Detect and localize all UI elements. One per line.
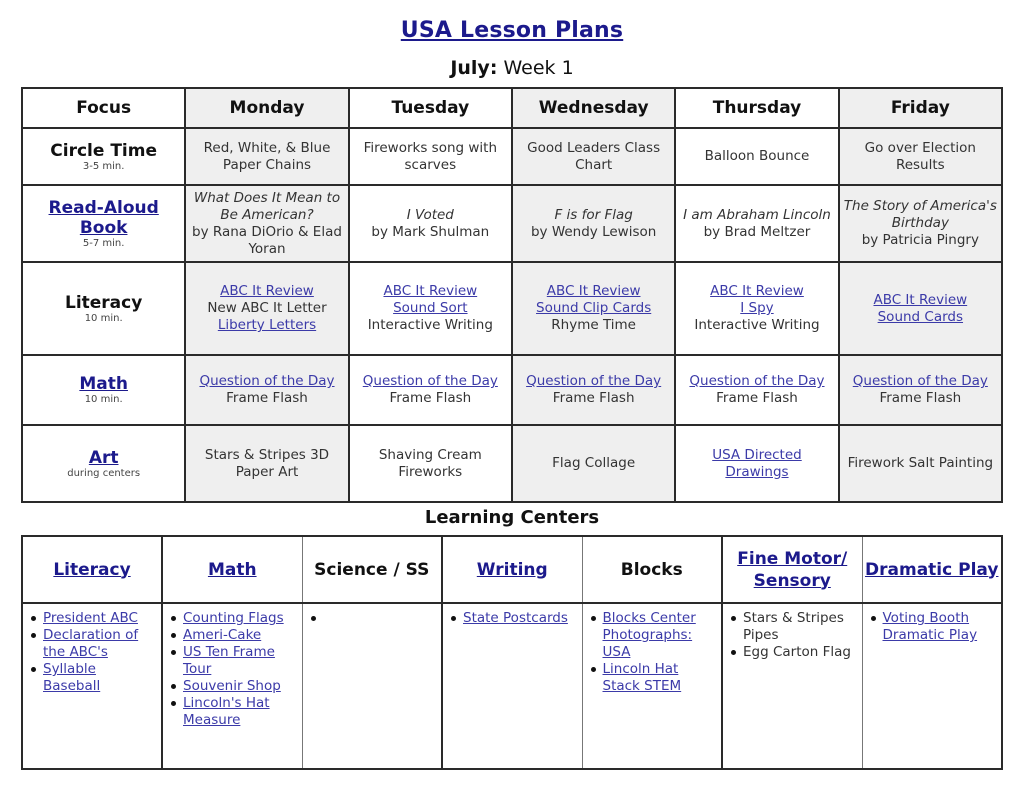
center-items-cell bbox=[862, 603, 1002, 769]
activity-text: Balloon Bounce bbox=[704, 148, 810, 164]
centers-header-row bbox=[22, 536, 1002, 603]
activity-text: Frame Flash bbox=[716, 390, 798, 406]
center-activity-link[interactable]: Syllable Baseball bbox=[43, 661, 101, 694]
week-label: Week 1 bbox=[503, 57, 574, 79]
center-item-list bbox=[451, 610, 578, 627]
focus-label: Literacy bbox=[64, 292, 143, 313]
center-header bbox=[302, 536, 442, 603]
center-activity-link[interactable]: Lincoln's Hat Measure bbox=[183, 695, 270, 728]
center-list-item bbox=[171, 695, 298, 729]
activity-link[interactable]: Question of the Day bbox=[852, 373, 988, 389]
activity-link[interactable]: Question of the Day bbox=[689, 373, 825, 389]
center-name: Science / SS bbox=[314, 559, 430, 580]
center-list-item bbox=[31, 627, 157, 661]
center-activity-link[interactable]: President ABC bbox=[43, 610, 138, 626]
activity-text: by Rana DiOrio & Elad Yoran bbox=[192, 223, 342, 257]
center-header bbox=[442, 536, 582, 603]
activity-text: Frame Flash bbox=[389, 390, 472, 406]
activity-cell bbox=[512, 185, 675, 262]
activity-text: Interactive Writing bbox=[367, 317, 493, 333]
col-header-friday: Friday bbox=[839, 88, 1002, 128]
center-items-cell bbox=[722, 603, 862, 769]
activity-text: Results bbox=[895, 156, 945, 173]
center-list-item bbox=[171, 644, 298, 678]
center-header bbox=[22, 536, 162, 603]
center-activity-text: Stars & Stripes Pipes bbox=[743, 610, 844, 643]
book-title: I am Abraham Lincoln bbox=[683, 206, 831, 223]
center-item-list bbox=[171, 610, 298, 729]
activity-link[interactable]: Drawings bbox=[725, 463, 789, 480]
focus-label[interactable]: Read-Aloud Book bbox=[48, 197, 159, 238]
activity-text: Paper Art bbox=[235, 463, 299, 480]
book-title: The Story of America's Birthday bbox=[843, 198, 997, 231]
focus-cell bbox=[22, 425, 185, 502]
center-header bbox=[862, 536, 1002, 603]
center-item-list bbox=[731, 610, 858, 661]
focus-duration: 3-5 min. bbox=[82, 160, 125, 172]
book-title: F is for Flag bbox=[554, 206, 633, 223]
focus-duration: 5-7 min. bbox=[82, 237, 125, 249]
center-header bbox=[582, 536, 722, 603]
activity-cell bbox=[349, 128, 512, 185]
activity-cell bbox=[349, 262, 512, 355]
center-item-list bbox=[871, 610, 998, 644]
activity-link[interactable]: ABC It Review bbox=[220, 283, 314, 299]
page-title[interactable]: USA Lesson Plans bbox=[400, 18, 624, 43]
center-activity-text: Egg Carton Flag bbox=[743, 644, 851, 660]
center-activity-link[interactable]: Ameri-Cake bbox=[183, 627, 262, 643]
center-list-item bbox=[171, 610, 298, 627]
activity-link[interactable]: Liberty Letters bbox=[217, 317, 317, 333]
month-label: July: bbox=[450, 57, 498, 79]
focus-duration: 10 min. bbox=[84, 394, 123, 405]
book-title: What Does It Mean to Be American? bbox=[193, 189, 341, 223]
activity-text: Paper Chains bbox=[222, 156, 312, 173]
focus-cell bbox=[22, 355, 185, 425]
activity-link[interactable]: Question of the Day bbox=[199, 373, 335, 389]
center-items-cell bbox=[162, 603, 302, 769]
center-name[interactable]: Fine Motor/ Sensory bbox=[737, 548, 848, 591]
center-item-list bbox=[31, 610, 157, 695]
activity-text: Interactive Writing bbox=[694, 317, 820, 333]
book-title: I Voted bbox=[406, 206, 454, 223]
activity-cell bbox=[839, 185, 1002, 262]
activity-cell bbox=[185, 185, 348, 262]
activity-text: by Mark Shulman bbox=[371, 223, 490, 240]
activity-cell bbox=[675, 355, 838, 425]
activity-text: Rhyme Time bbox=[551, 317, 636, 333]
activity-text: by Wendy Lewison bbox=[530, 223, 657, 240]
focus-label[interactable]: Math bbox=[79, 374, 128, 394]
col-header-wednesday: Wednesday bbox=[512, 88, 675, 128]
activity-text: Chart bbox=[575, 156, 613, 173]
activity-text: Frame Flash bbox=[879, 390, 962, 406]
center-header bbox=[722, 536, 862, 603]
activity-link[interactable]: Question of the Day bbox=[362, 373, 498, 389]
activity-link[interactable]: Sound Sort bbox=[393, 300, 468, 316]
activity-text: Stars & Stripes 3D bbox=[204, 446, 330, 463]
activity-cell bbox=[839, 262, 1002, 355]
activity-cell bbox=[185, 355, 348, 425]
activity-link[interactable]: ABC It Review bbox=[383, 283, 478, 299]
center-list-item bbox=[31, 610, 157, 627]
center-activity-link[interactable]: US Ten Frame Tour bbox=[183, 644, 275, 677]
center-list-item bbox=[731, 644, 858, 661]
activity-cell bbox=[512, 425, 675, 502]
activity-link[interactable]: ABC It Review bbox=[710, 283, 804, 299]
focus-label: Circle Time bbox=[50, 140, 158, 161]
focus-cell bbox=[22, 128, 185, 185]
center-list-item bbox=[451, 610, 578, 627]
center-items-cell bbox=[582, 603, 722, 769]
activity-cell bbox=[839, 355, 1002, 425]
center-activity-link[interactable]: Souvenir Shop bbox=[183, 678, 281, 694]
activity-cell bbox=[675, 262, 838, 355]
center-items-cell bbox=[302, 603, 442, 769]
center-list-item bbox=[731, 610, 858, 644]
focus-label[interactable]: Art bbox=[88, 447, 119, 468]
plan-row bbox=[22, 425, 1002, 502]
center-list-item bbox=[171, 627, 298, 644]
centers-body-row bbox=[22, 603, 1002, 769]
activity-link[interactable]: Sound Cards bbox=[877, 308, 964, 325]
center-name[interactable]: Literacy bbox=[53, 559, 131, 580]
learning-centers-heading: Learning Centers bbox=[424, 507, 600, 528]
center-list-item bbox=[171, 678, 298, 695]
center-header bbox=[162, 536, 302, 603]
lesson-plan-table bbox=[21, 87, 1003, 503]
col-header-monday: Monday bbox=[185, 88, 348, 128]
plan-row bbox=[22, 185, 1002, 262]
activity-text: Go over Election bbox=[864, 139, 976, 156]
center-activity-link[interactable]: Lincoln Hat Stack STEM bbox=[602, 661, 682, 694]
plan-row bbox=[22, 262, 1002, 355]
activity-link[interactable]: ABC It Review bbox=[546, 283, 641, 299]
activity-text: Red, White, & Blue bbox=[203, 139, 331, 156]
plan-header-row bbox=[22, 88, 1002, 128]
col-header-tuesday: Tuesday bbox=[349, 88, 512, 128]
center-list-item bbox=[591, 661, 718, 695]
activity-link[interactable]: I Spy bbox=[740, 300, 774, 316]
activity-cell bbox=[512, 128, 675, 185]
activity-cell bbox=[512, 355, 675, 425]
activity-text: by Brad Meltzer bbox=[703, 223, 811, 240]
activity-cell bbox=[675, 185, 838, 262]
plan-row bbox=[22, 355, 1002, 425]
center-activity-link[interactable]: Voting Booth Dramatic Play bbox=[882, 610, 978, 643]
col-header-thursday: Thursday bbox=[675, 88, 838, 128]
activity-cell bbox=[512, 262, 675, 355]
center-items-cell bbox=[22, 603, 162, 769]
center-list-item bbox=[871, 610, 998, 644]
center-activity-link[interactable]: Declaration of the ABC's bbox=[43, 627, 139, 660]
center-name[interactable]: Math bbox=[207, 559, 257, 580]
activity-text: Fireworks bbox=[398, 463, 463, 480]
activity-text: Frame Flash bbox=[226, 390, 308, 406]
activity-text: Good Leaders Class bbox=[527, 139, 661, 156]
center-list-item bbox=[31, 661, 157, 695]
activity-cell bbox=[349, 425, 512, 502]
activity-text: Firework Salt Painting bbox=[847, 455, 994, 471]
center-activity-link[interactable]: Blocks Center Photographs: USA bbox=[602, 610, 696, 660]
week-subtitle bbox=[0, 57, 1024, 79]
col-header-focus: Focus bbox=[22, 88, 185, 128]
focus-cell bbox=[22, 185, 185, 262]
activity-link[interactable]: USA Directed bbox=[712, 446, 802, 463]
center-name: Blocks bbox=[620, 559, 683, 580]
center-activity-link[interactable]: State Postcards bbox=[463, 610, 568, 626]
activity-cell bbox=[185, 262, 348, 355]
learning-centers-table bbox=[21, 535, 1003, 770]
activity-text: scarves bbox=[404, 156, 457, 173]
center-name[interactable]: Dramatic Play bbox=[865, 559, 999, 580]
activity-text: New ABC It Letter bbox=[207, 300, 327, 316]
activity-text: Frame Flash bbox=[552, 390, 635, 406]
center-list-item bbox=[591, 610, 718, 661]
activity-cell bbox=[675, 128, 838, 185]
center-items-cell bbox=[442, 603, 582, 769]
focus-duration: 10 min. bbox=[84, 312, 123, 324]
activity-cell bbox=[349, 355, 512, 425]
center-item-list bbox=[591, 610, 718, 695]
center-activity-link[interactable]: Counting Flags bbox=[183, 610, 284, 626]
activity-link[interactable]: Sound Clip Cards bbox=[536, 300, 652, 316]
activity-text: Flag Collage bbox=[552, 455, 636, 471]
activity-link[interactable]: Question of the Day bbox=[526, 373, 662, 389]
focus-cell bbox=[22, 262, 185, 355]
activity-cell bbox=[185, 425, 348, 502]
activity-cell bbox=[185, 128, 348, 185]
plan-row bbox=[22, 128, 1002, 185]
activity-cell bbox=[349, 185, 512, 262]
activity-link[interactable]: ABC It Review bbox=[873, 291, 968, 308]
activity-cell bbox=[839, 425, 1002, 502]
activity-text: by Patricia Pingry bbox=[861, 232, 979, 248]
activity-cell bbox=[839, 128, 1002, 185]
focus-duration: during centers bbox=[67, 467, 141, 479]
activity-text: Fireworks song with bbox=[363, 139, 498, 156]
activity-cell bbox=[675, 425, 838, 502]
activity-text: Shaving Cream bbox=[378, 446, 482, 463]
center-name[interactable]: Writing bbox=[476, 559, 548, 580]
